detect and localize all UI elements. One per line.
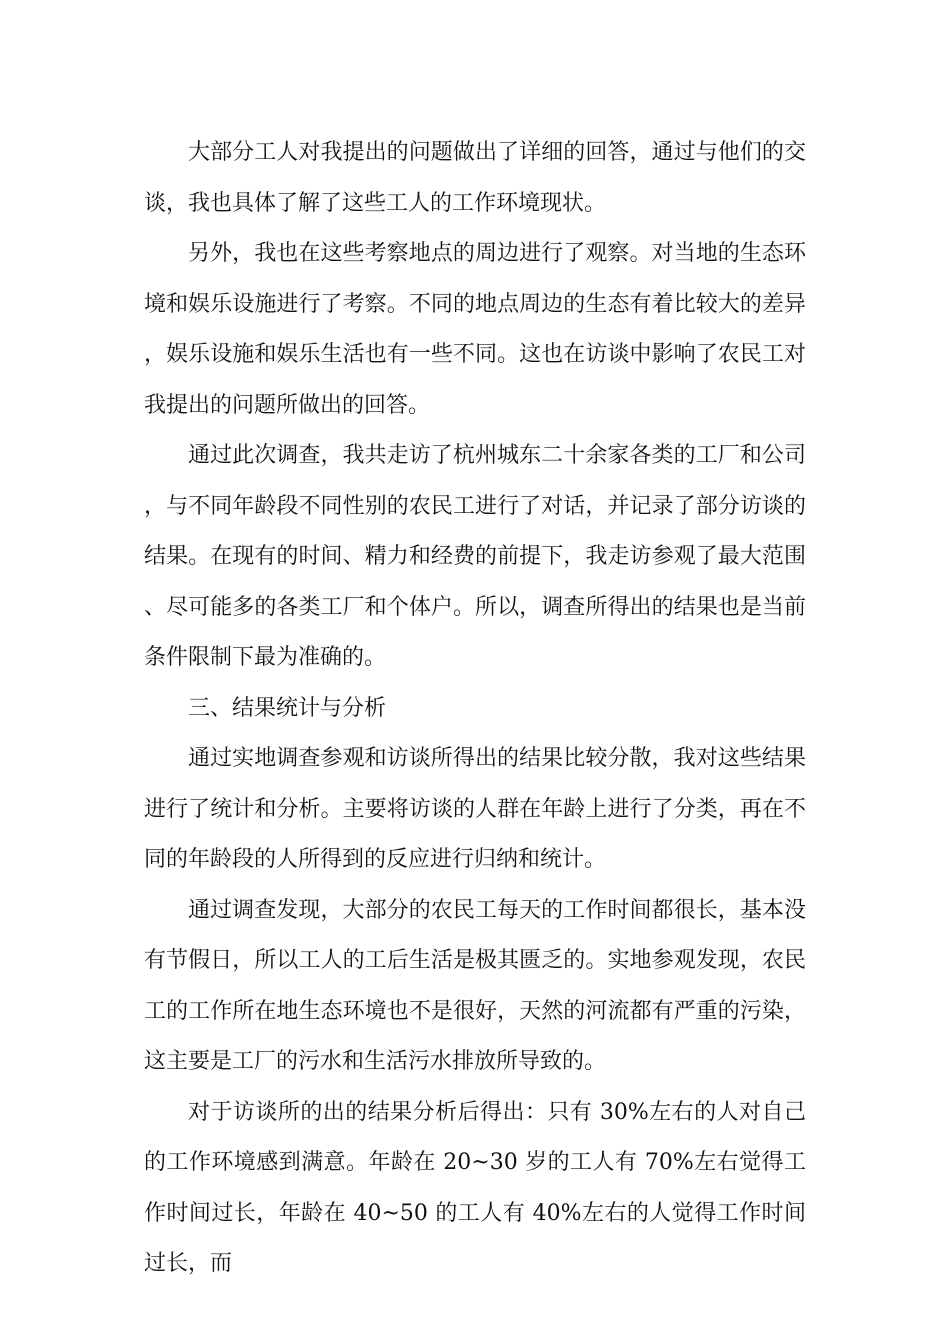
paragraph-findings: 通过调查发现，大部分的农民工每天的工作时间都很长，基本没有节假日，所以工人的工后生活是极其匮乏的。实地参观发现，农民工的工作所在地生态环境也不是很好，天然的河流都有严重的污染，这主要是工厂的污水和生活污水排放所导致的。: [144, 897, 806, 1074]
section-heading: 三、结果统计与分析: [188, 695, 387, 721]
paragraph-worker-answers: 大部分工人对我提出的问题做出了详细的回答，通过与他们的交谈，我也具体了解了这些工人的工作环境现状。: [144, 140, 806, 216]
paragraph-interview-analysis: 对于访谈所的出的结果分析后得出：只有 30%左右的人对自己的工作环境感到满意。年龄在 20~30 岁的工人有 70%左右觉得工作时间过长，年龄在 40~50 的工人有 40%左右的人觉得工作时间过长，而: [144, 1099, 806, 1276]
paragraph-survey-scope: 通过此次调查，我共走访了杭州城东二十余家各类的工厂和公司，与不同年龄段不同性别的农民工进行了对话，并记录了部分访谈的结果。在现有的时间、精力和经费的前提下，我走访参观了最大范围、尽可能多的各类工厂和个体户。所以，调查所得出的结果也是当前条件限制下最为准确的。: [144, 443, 806, 670]
document-body: [144, 128, 806, 1290]
paragraph-statistics-method: 通过实地调查参观和访谈所得出的结果比较分散，我对这些结果进行了统计和分析。主要将访谈的人群在年龄上进行了分类，再在不同的年龄段的人所得到的反应进行归纳和统计。: [144, 746, 806, 872]
paragraph-surroundings-observation: 另外，我也在这些考察地点的周边进行了观察。对当地的生态环境和娱乐设施进行了考察。不同的地点周边的生态有着比较大的差异，娱乐设施和娱乐生活也有一些不同。这也在访谈中影响了农民工对我提出的问题所做出的回答。: [144, 241, 806, 418]
